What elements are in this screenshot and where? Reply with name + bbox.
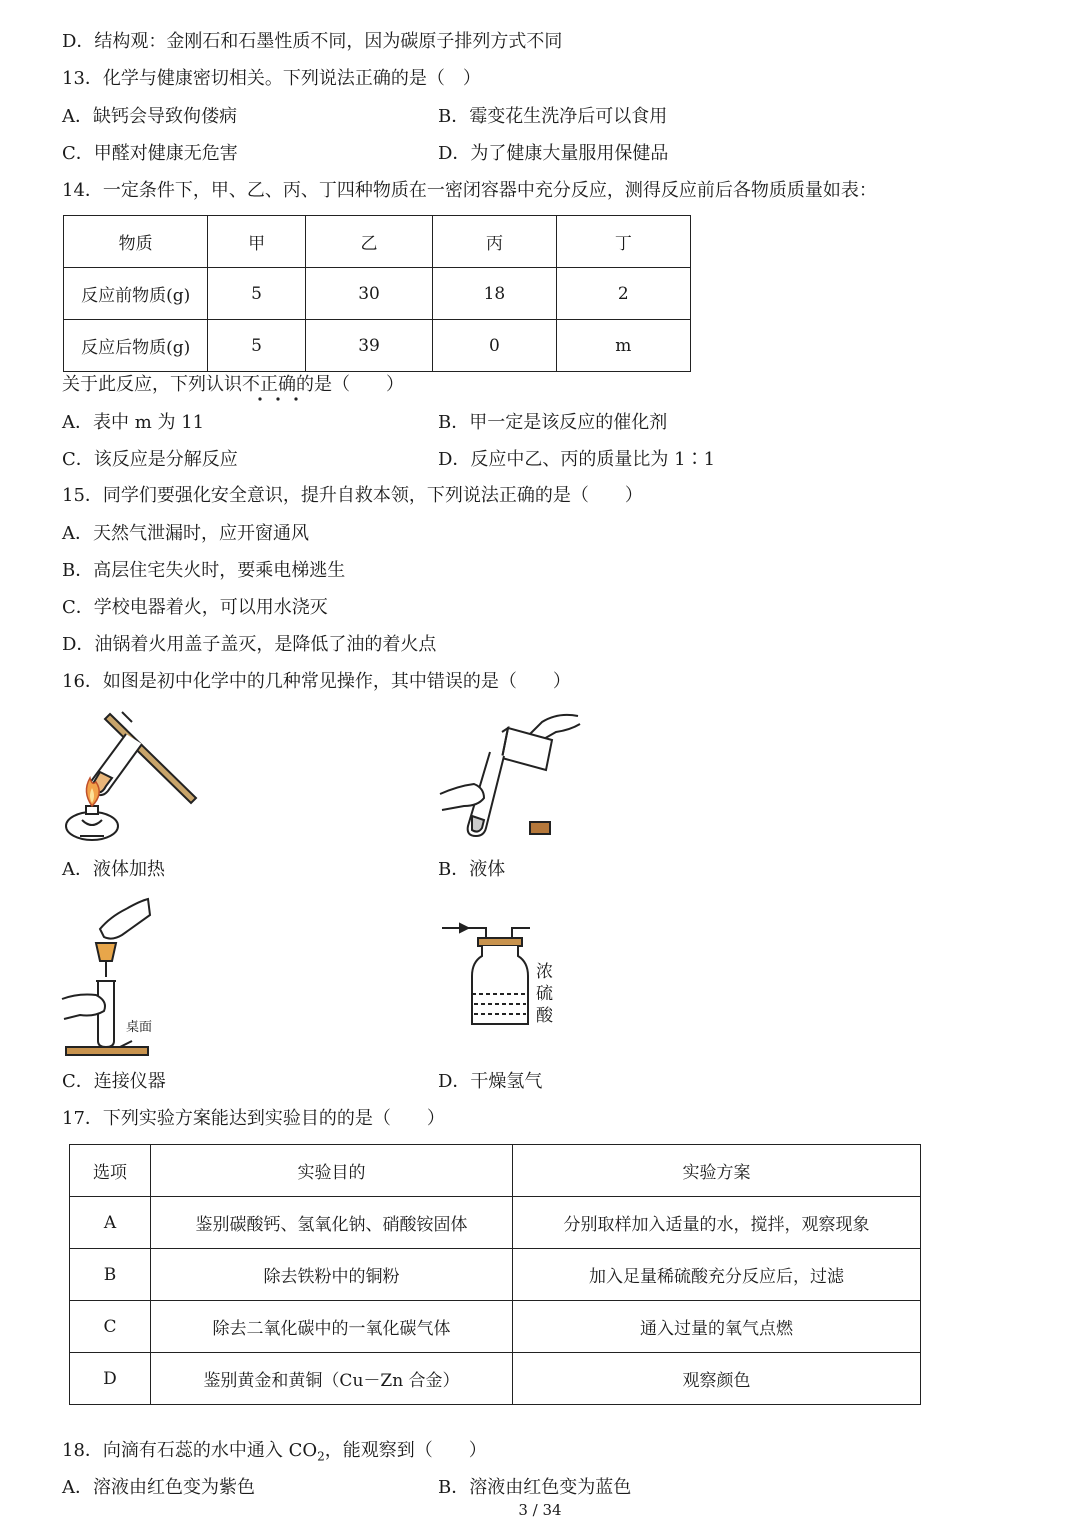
table-row [70,1197,921,1249]
q13-stem: 13．化学与健康密切相关。下列说法正确的是（ ） [62,68,481,89]
table-cell: 丁 [556,216,690,268]
table-cell: 5 [208,268,306,320]
table-header-row [64,216,691,268]
table-cell: 5 [208,320,306,372]
gas-drying-illustration [438,920,538,1030]
q18-stem-pre: 18．向滴有石蕊的水中通入 CO [62,1440,318,1461]
table-cell: 甲 [208,216,306,268]
q18-stem [62,1439,487,1469]
q16-caption-a: A．液体加热 [62,859,165,880]
q13-option-a: A．缺钙会导致佝偻病 [62,106,237,127]
acid-label-char: 硫 [536,984,553,1004]
table-cell: C [70,1301,151,1353]
table-cell: 反应前物质(g) [64,268,208,320]
acid-label-char: 酸 [536,1006,553,1026]
q14-option-c: C．该反应是分解反应 [62,449,238,470]
table-cell: 2 [556,268,690,320]
q16-stem: 16．如图是初中化学中的几种常见操作，其中错误的是（ ） [62,671,571,692]
q13-option-b: B．霉变花生洗净后可以食用 [438,106,668,127]
emphasis-dots [255,395,315,403]
table-cell: 丙 [433,216,556,268]
q13-option-d: D．为了健康大量服用保健品 [438,143,669,164]
table-cell: 反应后物质(g) [64,320,208,372]
table-row [70,1353,921,1405]
q15-option-b: B．高层住宅失火时，要乘电梯逃生 [62,560,346,581]
q16-caption-b: B．液体 [438,859,506,880]
table-row [64,320,691,372]
table-cell: 除去铁粉中的铜粉 [151,1249,513,1301]
table-cell: 实验方案 [513,1145,921,1197]
q15-stem: 15．同学们要强化安全意识，提升自救本领，下列说法正确的是（ ） [62,485,643,506]
table-cell: 30 [305,268,432,320]
q14-option-b: B．甲一定是该反应的催化剂 [438,412,668,433]
table-cell: 分别取样加入适量的水，搅拌，观察现象 [513,1197,921,1249]
table-cell: 实验目的 [151,1145,513,1197]
q18-stem-sub: 2 [317,1449,325,1464]
q18-stem-post: ，能观察到（ ） [324,1440,487,1461]
table-cell: D [70,1353,151,1405]
acid-label [536,961,553,1027]
page-number: 3 / 34 [518,1501,562,1519]
table-cell: A [70,1197,151,1249]
table-row [64,268,691,320]
connecting-apparatus-illustration [60,895,160,1060]
table-cell: 乙 [305,216,432,268]
table-cell: 观察颜色 [513,1353,921,1405]
table-header-row [70,1145,921,1197]
table-cell: B [70,1249,151,1301]
liquid-heating-illustration [60,708,205,848]
q17-stem: 17．下列实验方案能达到实验目的的是（ ） [62,1108,445,1129]
acid-label-char: 浓 [536,962,553,982]
table-cell: 选项 [70,1145,151,1197]
table-cell: 鉴别黄金和黄铜（Cu－Zn 合金） [151,1353,513,1405]
table-cell: 除去二氧化碳中的一氧化碳气体 [151,1301,513,1353]
table-cell: 加入足量稀硫酸充分反应后，过滤 [513,1249,921,1301]
table-cell: 鉴别碳酸钙、氢氧化钠、硝酸铵固体 [151,1197,513,1249]
q15-option-c: C．学校电器着火，可以用水浇灭 [62,597,328,618]
q17-experiment-table [69,1144,921,1405]
table-cell: 通入过量的氧气点燃 [513,1301,921,1353]
table-cell: 18 [433,268,556,320]
q15-option-a: A．天然气泄漏时，应开窗通风 [62,523,309,544]
desk-label: 桌面 [126,1020,153,1035]
q18-option-a: A．溶液由红色变为紫色 [62,1477,255,1498]
table-row [70,1249,921,1301]
q14-stem: 14．一定条件下，甲、乙、丙、丁四种物质在一密闭容器中充分反应，测得反应前后各物质质量如表： [62,180,877,201]
q14-option-a: A．表中 m 为 11 [62,412,205,433]
q18-option-b: B．溶液由红色变为蓝色 [438,1477,632,1498]
q16-caption-c: C．连接仪器 [62,1071,166,1092]
q15-option-d: D．油锅着火用盖子盖灭，是降低了油的着火点 [62,634,437,655]
table-cell: 0 [433,320,556,372]
table-cell: m [556,320,690,372]
table-row [70,1301,921,1353]
q16-caption-d: D．干燥氢气 [438,1071,543,1092]
q14-question: 关于此反应，下列认识不正确的是（ ） [62,374,404,395]
table-cell: 39 [305,320,432,372]
q12-option-d: D．结构观：金刚石和石墨性质不同，因为碳原子排列方式不同 [62,31,563,52]
q14-mass-table [63,215,691,372]
table-cell: 物质 [64,216,208,268]
liquid-pouring-illustration [438,712,588,840]
q13-option-c: C．甲醛对健康无危害 [62,143,238,164]
q14-option-d: D．反应中乙、丙的质量比为 1∶1 [438,449,716,470]
